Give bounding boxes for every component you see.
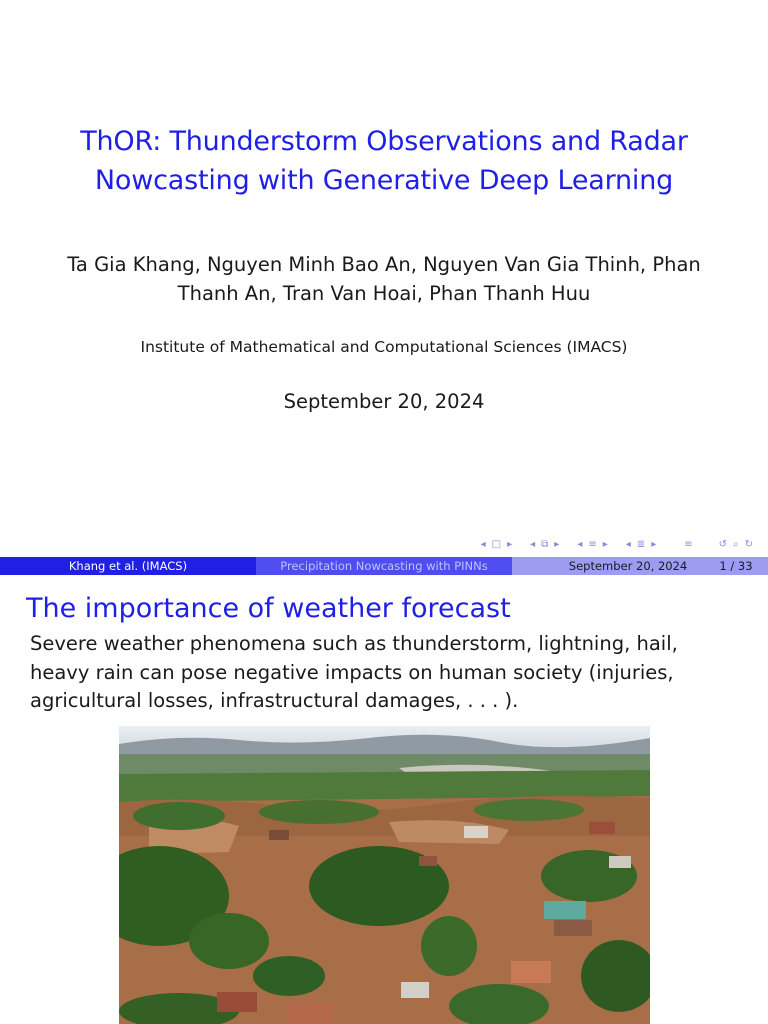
undo-icon[interactable]: ↺ (718, 539, 727, 550)
footer-date-page (512, 557, 768, 575)
next-section-icon[interactable]: ▸ (602, 539, 608, 550)
footer-title: Precipitation Nowcasting with PINNs (256, 557, 512, 575)
presentation-date: September 20, 2024 (283, 390, 485, 413)
redo-icon[interactable]: ↻ (744, 539, 753, 550)
subsection-icon[interactable]: ≡ (588, 539, 597, 550)
frame-icon[interactable]: □ (491, 539, 502, 550)
prev-section-icon[interactable]: ◂ (577, 539, 583, 550)
author-list (40, 250, 728, 308)
first-frame-icon[interactable]: ◂ (480, 539, 486, 550)
section-icon[interactable]: ⧉ (541, 539, 549, 550)
next-subsection-icon[interactable]: ▸ (554, 539, 560, 550)
flood-photo (119, 726, 650, 1024)
footer-author: Khang et al. (IMACS) (0, 557, 256, 575)
title-line-1: ThOR: Thunderstorm Observations and Radar (80, 126, 688, 157)
next-frame-icon[interactable]: ▸ (507, 539, 513, 550)
slide-title: The importance of weather forecast (26, 593, 511, 624)
slide-list-icon[interactable]: ≣ (636, 539, 646, 550)
footer-bar (0, 557, 768, 575)
authors-line-1: Ta Gia Khang, Nguyen Minh Bao An, Nguyen Van Gia Thinh, Phan (67, 253, 701, 276)
institute: Institute of Mathematical and Computational Sciences (IMACS) (140, 338, 628, 356)
authors-line-2: Thanh An, Tran Van Hoai, Phan Thanh Huu (177, 282, 591, 305)
beamer-navigation-bar (480, 537, 754, 553)
footer-page-number: 1 / 33 (719, 559, 753, 573)
goto-icon[interactable]: ≡ (684, 539, 693, 550)
flood-photo-image (119, 726, 650, 1024)
content-slide (0, 575, 768, 1024)
next-slide-icon[interactable]: ▸ (651, 539, 657, 550)
footer-date: September 20, 2024 (568, 559, 688, 573)
title-line-2: Nowcasting with Generative Deep Learning (94, 165, 674, 196)
slide-body-text: Severe weather phenomena such as thunderstorm, lightning, hail, heavy rain can pose negative impacts on human society (injuries, agricultural losses, infrastructural damages, . . . ). (30, 632, 678, 712)
search-icon[interactable]: ⌕ (733, 539, 739, 550)
presentation-title (40, 122, 728, 200)
prev-slide-icon[interactable]: ◂ (625, 539, 631, 550)
prev-subsection-icon[interactable]: ◂ (530, 539, 536, 550)
